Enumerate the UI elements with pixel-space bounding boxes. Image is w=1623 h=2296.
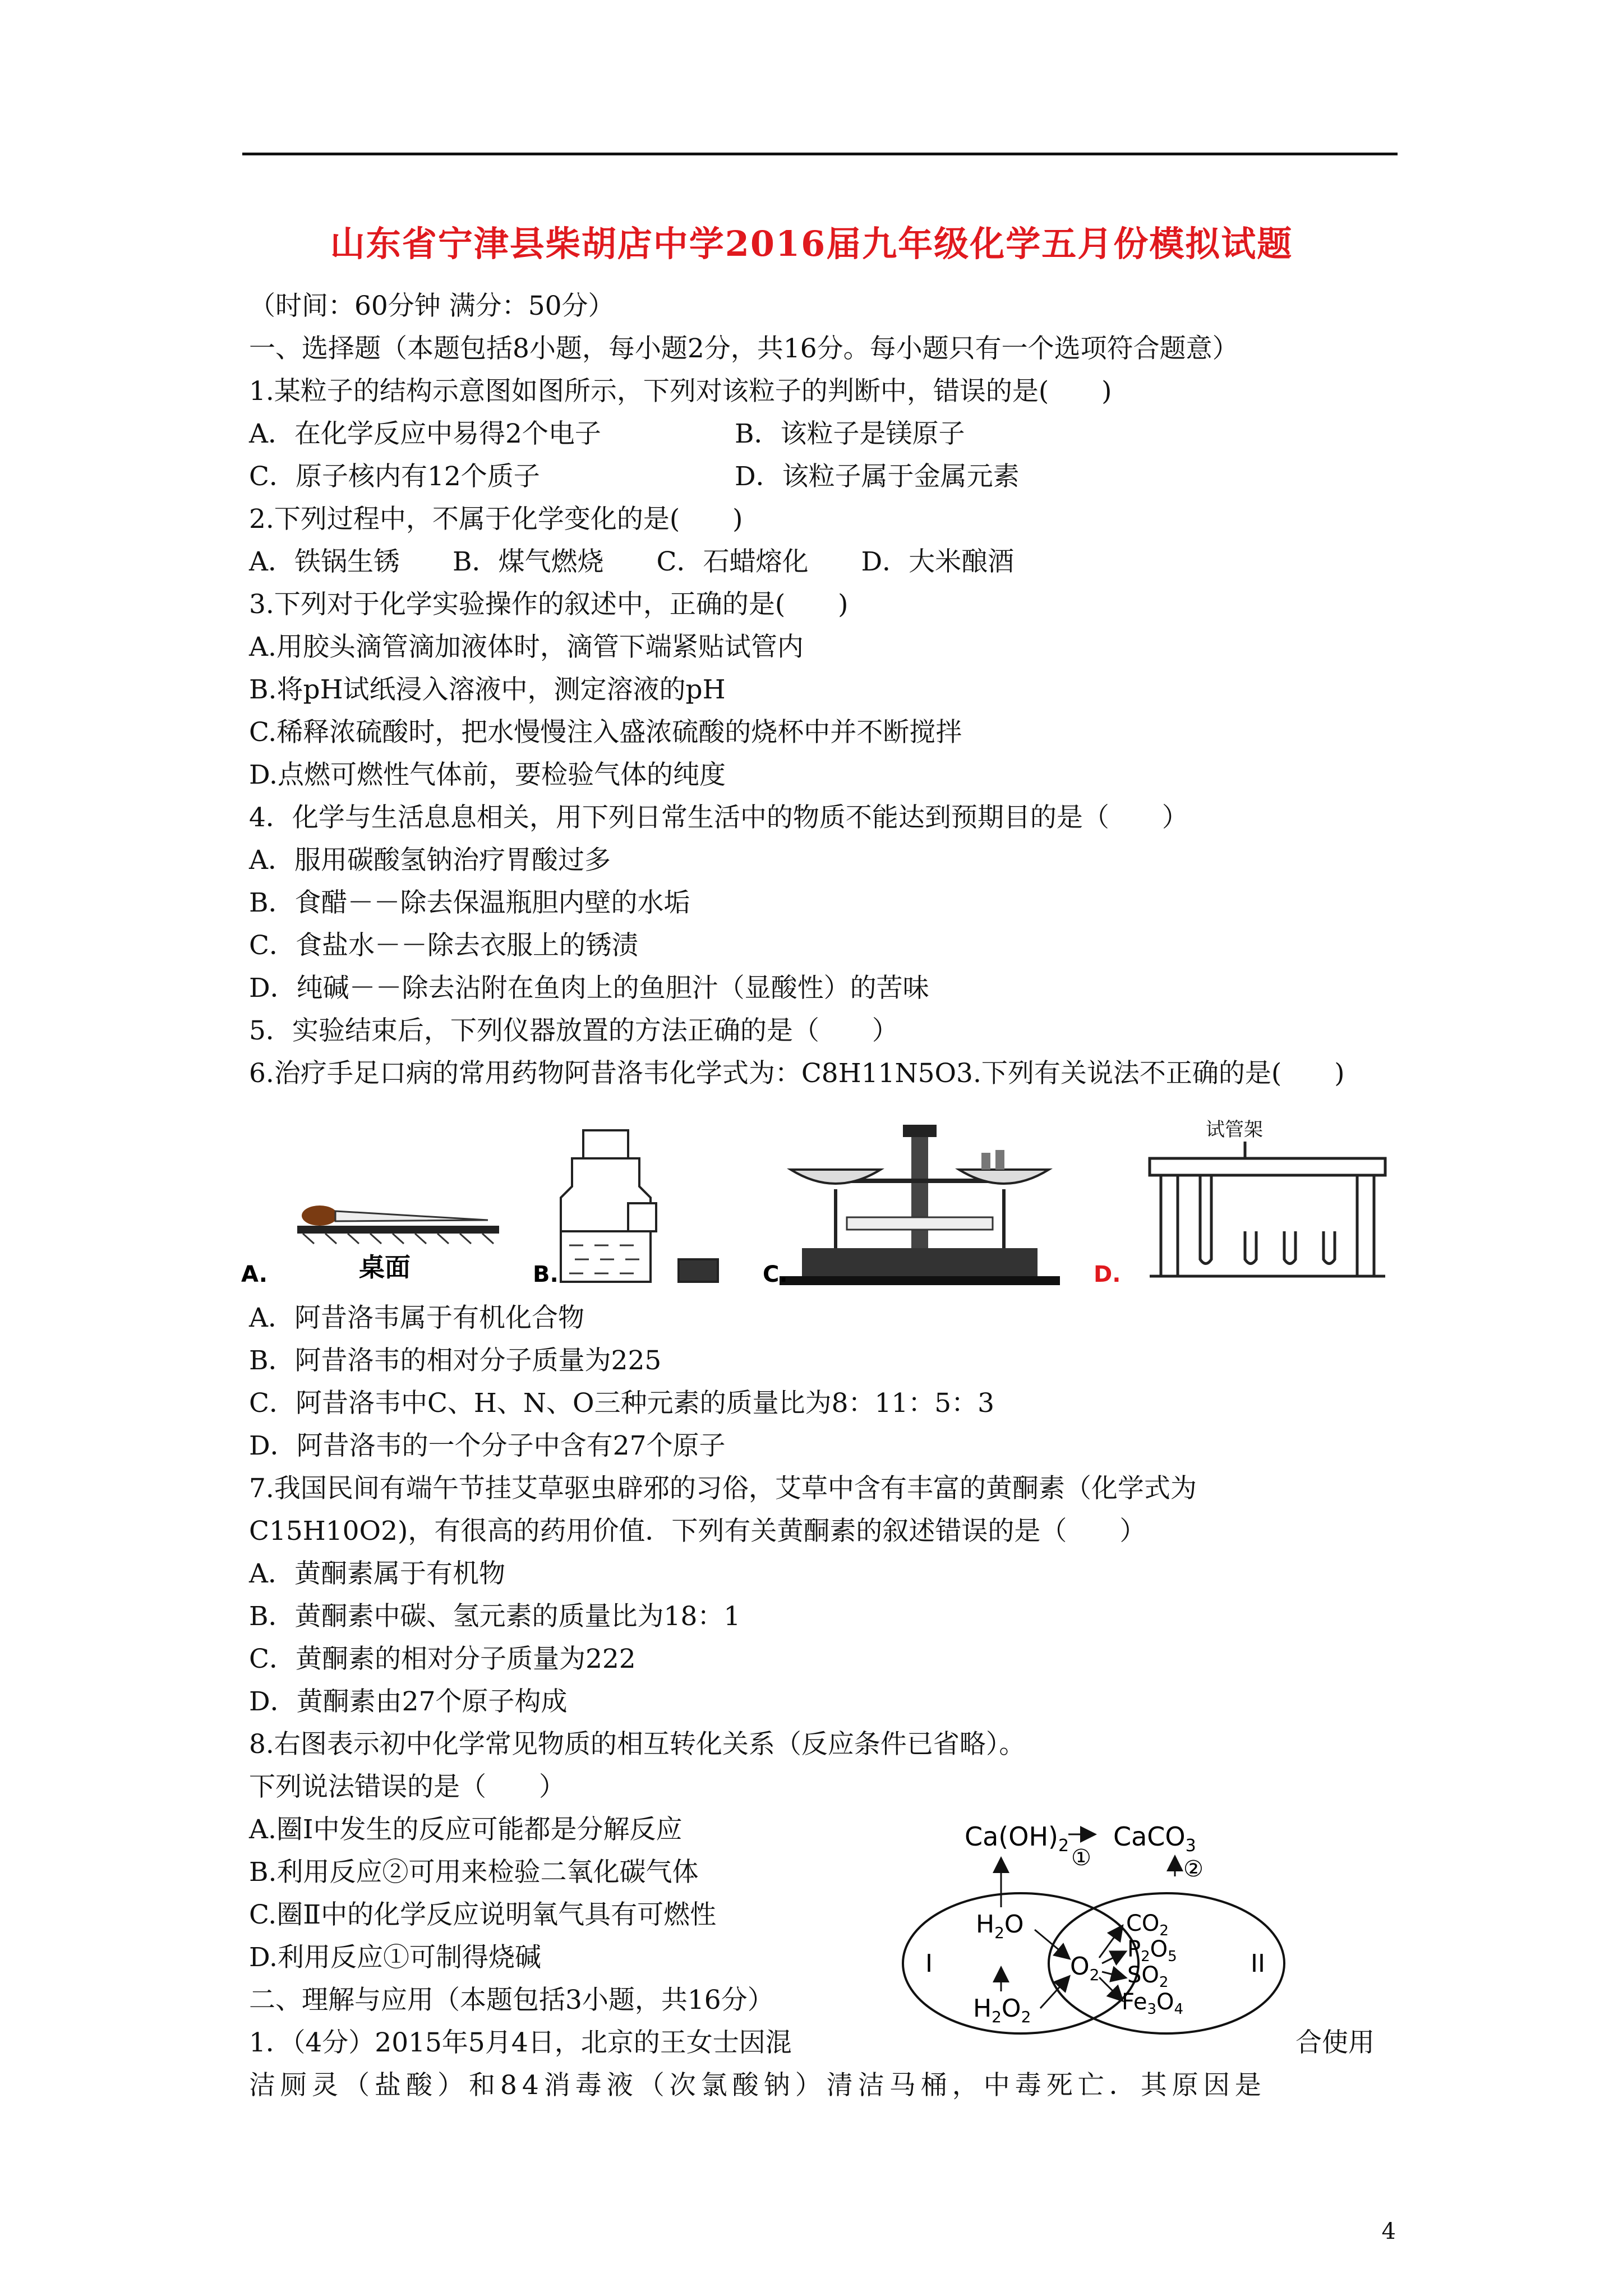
- q7-option-d: D．黄酮素由27个原子构成: [249, 1686, 568, 1717]
- balance-figure: [780, 1125, 1060, 1285]
- desk-label: 桌面: [359, 1252, 411, 1282]
- reaction-1-label: ①: [1071, 1845, 1091, 1871]
- co2-label: $CO_2$: [1126, 1911, 1169, 1939]
- q8-option-a: A.圈Ⅰ中发生的反应可能都是分解反应: [249, 1814, 683, 1845]
- section-2-heading: 二、理解与应用（本题包括3小题，共16分）: [249, 1985, 774, 2016]
- caco3-label: CaCO$_3$: [1113, 1821, 1196, 1856]
- q1-stem: 1.某粒子的结构示意图如图所示，下列对该粒子的判断中，错误的是( ): [249, 376, 1112, 407]
- fig-label-d: D.: [1094, 1262, 1121, 1287]
- q3-option-b: B.将pH试纸浸入溶液中，测定溶液的pH: [249, 674, 726, 705]
- q8-option-c: C.圈Ⅱ中的化学反应说明氧气具有可燃性: [249, 1899, 717, 1930]
- h2o-label: $H_2O$: [976, 1910, 1024, 1942]
- q4-option-a: A．服用碳酸氢钠治疗胃酸过多: [249, 845, 611, 876]
- q7-option-a: A．黄酮素属于有机物: [249, 1558, 505, 1589]
- q8-stem-line2: 下列说法错误的是（ ）: [249, 1772, 565, 1802]
- conversion-diagram: [897, 1806, 1301, 2042]
- q8-option-b: B.利用反应②可用来检验二氧化碳气体: [249, 1857, 699, 1888]
- q7-option-b: B．黄酮素中碳、氢元素的质量比为18：1: [249, 1601, 741, 1632]
- q4-option-b: B．食醋－－除去保温瓶胆内壁的水垢: [249, 887, 690, 918]
- q7-stem-line1: 7.我国民间有端午节挂艾草驱虫辟邪的习俗，艾草中含有丰富的黄酮素（化学式为: [249, 1473, 1197, 1504]
- section-1-heading: 一、选择题（本题包括8小题，每小题2分，共16分。每小题只有一个选项符合题意）: [249, 333, 1239, 364]
- circle-i-label: I: [925, 1949, 933, 1978]
- q6-option-c: C．阿昔洛韦中C、H、N、O三种元素的质量比为8：11：5：3: [249, 1388, 995, 1419]
- q1-option-d: D．该粒子属于金属元素: [735, 461, 1020, 492]
- q2-options: A．铁锅生锈 B．煤气燃烧 C．石蜡熔化 D．大米酿酒: [249, 546, 1015, 577]
- q6-option-b: B．阿昔洛韦的相对分子质量为225: [249, 1345, 662, 1376]
- q2-1-line1-part2: 合使用: [1295, 2027, 1375, 2058]
- q1-option-a: A．在化学反应中易得2个电子: [249, 418, 601, 449]
- q3-option-c: C.稀释浓硫酸时，把水慢慢注入盛浓硫酸的烧杯中并不断搅拌: [249, 717, 962, 748]
- rack-label: 试管架: [1206, 1119, 1263, 1141]
- fe3o4-label: $Fe_3O_4$: [1122, 1989, 1184, 2018]
- header-rule: [242, 153, 1398, 155]
- reagent-bottle-figure: [561, 1130, 718, 1282]
- fig-label-c: C.: [763, 1262, 788, 1287]
- q4-stem: 4．化学与生活息息相关，用下列日常生活中的物质不能达到预期目的是（ ）: [249, 802, 1188, 833]
- circle-ii-label: II: [1251, 1949, 1265, 1978]
- q1-option-b: B．该粒子是镁原子: [735, 418, 965, 449]
- caoh2-label: $Ca(OH)_2$: [965, 1821, 1069, 1856]
- q6-stem: 6.治疗手足口病的常用药物阿昔洛韦化学式为：C8H11N5O3.下列有关说法不正确的是( ): [249, 1058, 1345, 1089]
- h2o2-label: $H_2O_2$: [973, 1994, 1031, 2026]
- q5-apparatus-figure: [241, 1119, 1430, 1299]
- fig-label-b: B.: [533, 1262, 559, 1287]
- q3-stem: 3.下列对于化学实验操作的叙述中，正确的是( ): [249, 589, 849, 620]
- q7-stem-line2: C15H10O2)，有很高的药用价值．下列有关黄酮素的叙述错误的是（ ）: [249, 1516, 1146, 1547]
- q3-option-d: D.点燃可燃性气体前，要检验气体的纯度: [249, 760, 726, 790]
- exam-meta: （时间：60分钟 满分：50分）: [249, 291, 615, 321]
- q7-option-c: C．黄酮素的相对分子质量为222: [249, 1644, 636, 1674]
- reaction-2-label: ②: [1183, 1856, 1204, 1882]
- q8-option-d: D.利用反应①可制得烧碱: [249, 1942, 541, 1973]
- q1-option-c: C．原子核内有12个质子: [249, 461, 540, 492]
- dropper-on-desk-figure: [241, 1205, 499, 1287]
- o2-label: $O_2$: [1070, 1952, 1100, 1984]
- q4-option-c: C．食盐水－－除去衣服上的锈渍: [249, 930, 638, 961]
- q5-stem: 5．实验结束后，下列仪器放置的方法正确的是（ ）: [249, 1015, 898, 1046]
- page-title: 山东省宁津县柴胡店中学2016届九年级化学五月份模拟试题: [330, 223, 1293, 264]
- fig-label-a: A.: [241, 1262, 268, 1287]
- q4-option-d: D．纯碱－－除去沾附在鱼肉上的鱼胆汁（显酸性）的苦味: [249, 973, 929, 1004]
- test-tube-rack-figure: [1150, 1119, 1385, 1276]
- so2-label: $SO_2$: [1127, 1962, 1169, 1991]
- p2o5-label: $P_2O_5$: [1127, 1936, 1177, 1965]
- page-number: 4: [1381, 2219, 1396, 2244]
- q2-stem: 2.下列过程中，不属于化学变化的是( ): [249, 504, 743, 535]
- q6-option-a: A．阿昔洛韦属于有机化合物: [249, 1303, 584, 1333]
- q2-1-line2: 洁厕灵（盐酸）和84消毒液（次氯酸钠）清洁马桶，中毒死亡．其原因是: [249, 2070, 1266, 2101]
- q3-option-a: A.用胶头滴管滴加液体时，滴管下端紧贴试管内: [249, 632, 804, 662]
- q6-option-d: D．阿昔洛韦的一个分子中含有27个原子: [249, 1430, 726, 1461]
- q8-stem-line1: 8.右图表示初中化学常见物质的相互转化关系（反应条件已省略）。: [249, 1729, 1026, 1760]
- q2-1-line1-part1: 1．（4分）2015年5月4日，北京的王女士因混: [249, 2027, 792, 2058]
